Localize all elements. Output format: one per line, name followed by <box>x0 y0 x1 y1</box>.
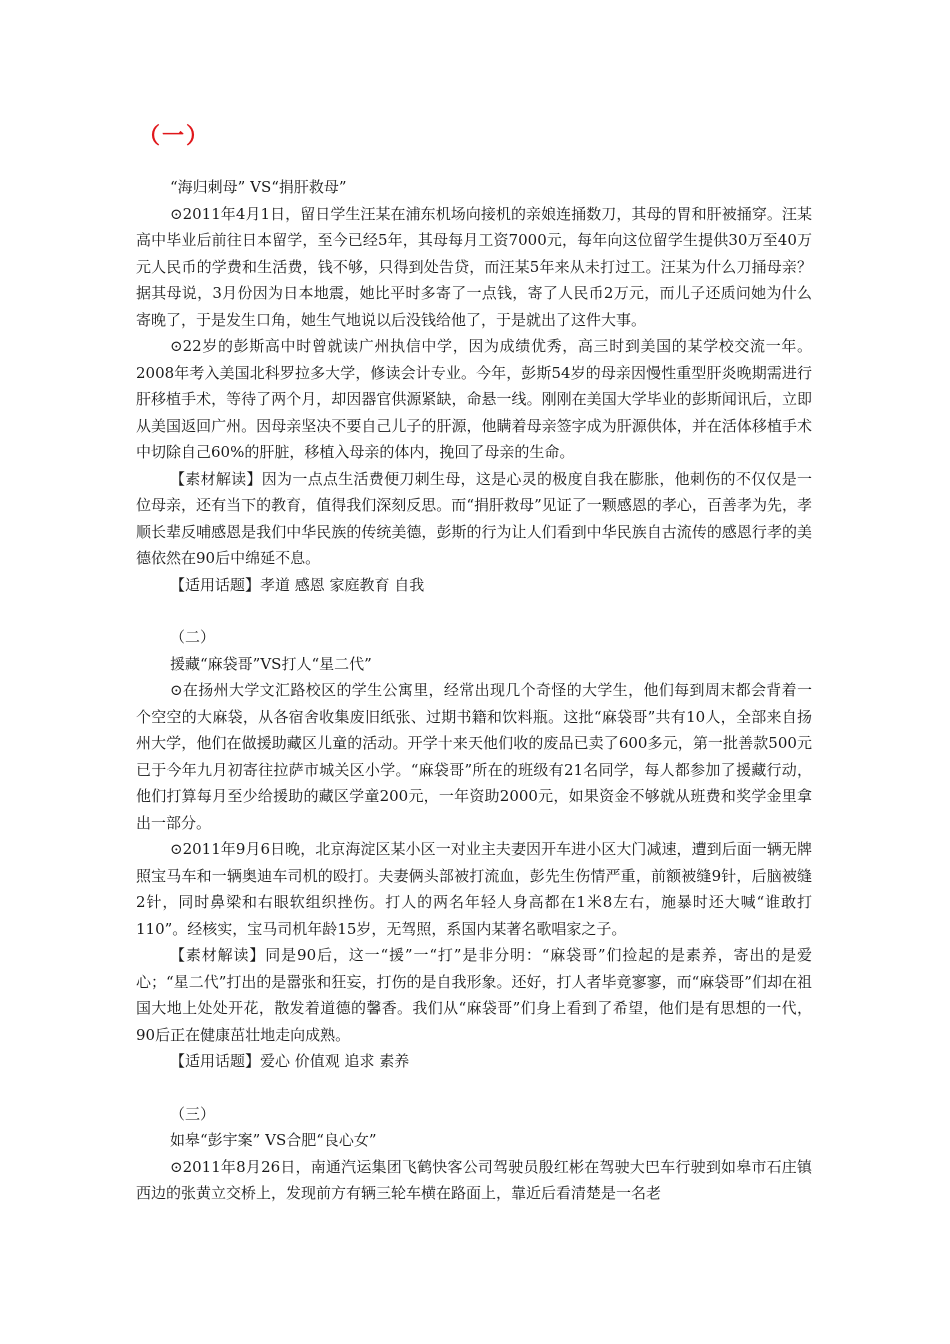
section-1-title: “海归刺母” VS“捐肝救母” <box>170 178 347 196</box>
section-3-paragraph-1: ⊙2011年8月26日，南通汽运集团飞鹤快客公司驾驶员殷红彬在驾驶大巴车行驶到如皋市石庄镇西边的张黄立交桥上，发现前方有辆三轮车横在路面上，靠近后看清楚是一名老 <box>136 1157 812 1202</box>
section-3-heading: （三） <box>170 1104 216 1123</box>
section-1-heading: （一） <box>138 123 211 149</box>
section-1-paragraph-2: ⊙22岁的彭斯高中时曾就读广州执信中学，因为成绩优秀，高三时到美国的某学校交流一年。2008年考入美国北科罗拉多大学，修读会计专业。今年，彭斯54岁的母亲因慢性重型肝炎晚期需进行肝移植手术，等待了两个月，却因器官供源紧缺，命悬一线。刚刚在美国大学毕业的彭斯闻讯后，立即从美国返回广州。因母亲坚决不要自己儿子的肝源，他瞒着母亲签字成为肝源供体，并在活体移植手术中切除自己60%的肝脏，移植入母亲的体内，挽回了母亲的生命。 <box>136 337 812 461</box>
section-1-material-analysis: 【素材解读】因为一点点生活费便刀刺生母，这是心灵的极度自我在膨胀，他刺伤的不仅仅是一位母亲，还有当下的教育，值得我们深刻反思。而“捐肝救母”见证了一颗感恩的孝心，百善孝为先，孝顺长辈反哺感恩是我们中华民族的传统美德，彭斯的行为让人们看到中华民族自古流传的感恩行孝的美德依然在90后中绵延不息。 <box>136 469 812 567</box>
section-1-applicable-topics: 【适用话题】孝道 感恩 家庭教育 自我 <box>170 575 425 594</box>
section-2-paragraph-2: ⊙2011年9月6日晚，北京海淀区某小区一对业主夫妻因开车进小区大门减速，遭到后面一辆无牌照宝马车和一辆奥迪车司机的殴打。夫妻俩头部被打流血，彭先生伤情严重，前额被缝9针，后脑被缝2针，同时鼻梁和右眼软组织挫伤。打人的两名年轻人身高都在1米8左右，施暴时还大喊“谁敢打110”。经核实，宝马司机年龄15岁，无驾照，系国内某著名歌唱家之子。 <box>136 840 812 938</box>
section-3-title: 如皋“彭宇案” VS合肥“良心女” <box>170 1131 377 1149</box>
section-2-applicable-topics: 【适用话题】爱心 价值观 追求 素养 <box>170 1052 410 1070</box>
section-2-material-analysis: 【素材解读】同是90后，这一“援”一“打”是非分明：“麻袋哥”们捡起的是素养，寄出的是爱心；“星二代”打出的是嚣张和狂妄，打伤的是自我形象。还好，打人者毕竟寥寥，而“麻袋哥”们却在祖国大地上处处开花，散发着道德的馨香。我们从“麻袋哥”们身上看到了希望，他们是有思想的一代，90后正在健康茁壮地走向成熟。 <box>136 946 812 1044</box>
section-1-paragraph-1: ⊙2011年4月1日，留日学生汪某在浦东机场向接机的亲娘连捅数刀，其母的胃和肝被捅穿。汪某高中毕业后前往日本留学，至今已经5年，其母每月工资7000元，每年向这位留学生提供30万至40万元人民币的学费和生活费，钱不够，只得到处告贷，而汪某5年来从未打过工。汪某为什么刀捅母亲？据其母说，3月份因为日本地震，她比平时多寄了一点钱，寄了人民币2万元，而儿子还质问她为什么寄晚了，于是发生口角，她生气地说以后没钱给他了，于是就出了这件大事。 <box>136 204 812 329</box>
section-2-paragraph-1: ⊙在扬州大学文汇路校区的学生公寓里，经常出现几个奇怪的大学生，他们每到周末都会背着一个空空的大麻袋，从各宿舍收集废旧纸张、过期书籍和饮料瓶。这批“麻袋哥”共有10人，全部来自扬州大学，他们在做援助藏区儿童的活动。开学十来天他们收的废品已卖了600多元，第一批善款500元已于今年九月初寄往拉萨市城关区小学。“麻袋哥”所在的班级有21名同学，每人都参加了援藏行动，他们打算每月至少给援助的藏区学童200元，一年资助2000元，如果资金不够就从班费和奖学金里拿出一部分。 <box>136 681 812 832</box>
section-spacer <box>136 1075 812 1101</box>
section-spacer <box>136 598 812 624</box>
document-page <box>136 118 812 1207</box>
section-2-heading: （二） <box>170 628 216 646</box>
section-2-title: 援藏“麻袋哥”VS打人“星二代” <box>170 654 372 673</box>
